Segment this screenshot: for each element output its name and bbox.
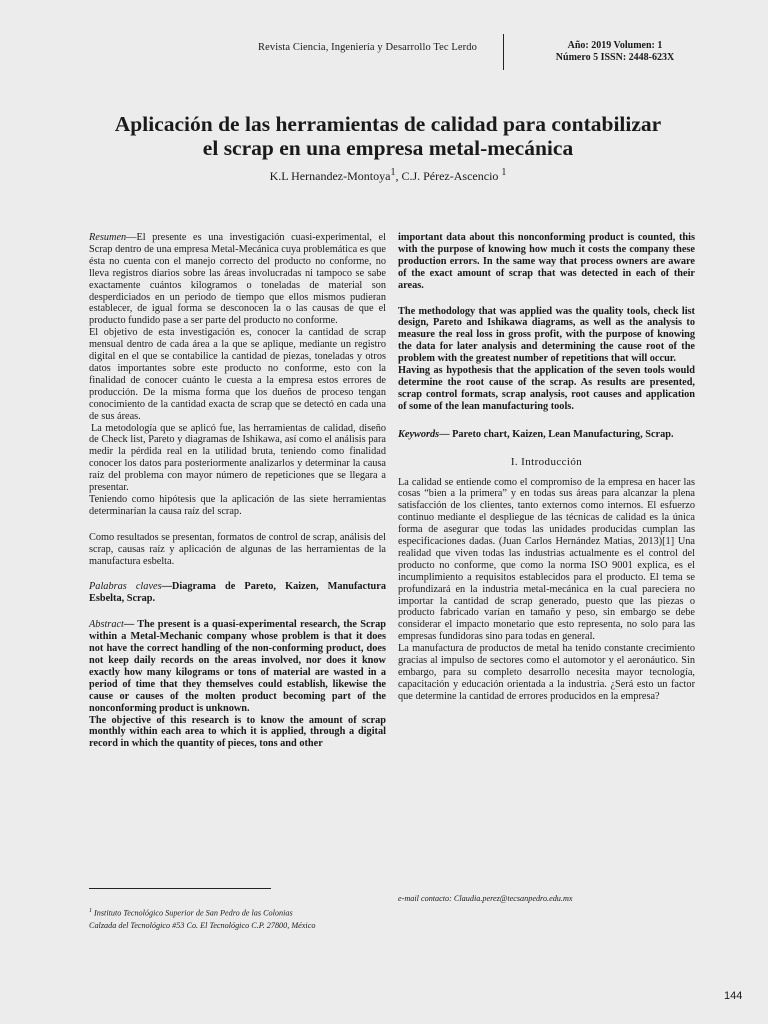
abstract-objective-continued: important data about this nonconforming product is counted, this with the purpose of knowing how much it costs the company these production errors. In the same way that process owners are aware of the exact amount of scrap that was detected in each of their areas.	[398, 232, 695, 291]
journal-name: Revista Ciencia, Ingeniería y Desarrollo Tec Lerdo	[258, 42, 477, 53]
abstract-hypothesis: Having as hypothesis that the application of the seven tools would determine the root cause of the scrap. As results are presented, scrap control formats, scrap analysis, root causes and application of some of the lean manufacturing tools.	[398, 365, 695, 412]
author-1-affiliation: 1	[390, 167, 396, 178]
resumen-objective: El objetivo de esta investigación es, conocer la cantidad de scrap mensual dentro de cada área a la que se aplique, mediante un registro digital en el que se contabilice la cantidad de piezas, toneladas y otros datos importantes sobre este producto no conforme, esto con la finalidad de conocer cuánto le cuesta a la empresa estos errores de producción. De la misma forma que los dueños de proceso tengan conocimiento de la cantidad exacta de scrap que se detectó en cada una de sus áreas.	[89, 327, 386, 422]
resumen-label: Resumen	[89, 232, 127, 243]
page-number: 144	[724, 990, 743, 1002]
footnote-divider	[89, 888, 271, 889]
keywords	[398, 429, 695, 441]
abstract-text: — The present is a quasi-experimental research, the Scrap within a Metal-Mechanic company whose problem is that it does not have the correct handling of the non-conforming product, does not keep daily records on the areas involved, nor does it know exactly how many kilograms or tons of material are wasted in a period of time that they themselves could establish, likewise the cause or causes of the molten product becoming part of the nonconforming product is unknown.	[89, 619, 386, 714]
author-list	[60, 166, 716, 183]
intro-paragraph-2: La manufactura de productos de metal ha tenido constante crecimiento gracias al impulso de sectores como el automotor y el aeronáutico. Sin embargo, para su completo desarrollo necesita mayor tecnología, capacitación y educación orientada a la industria. ¿Será esto un factor que determine la cantidad de errores producidos en la empresa?	[398, 643, 695, 702]
palabras-label: Palabras claves	[89, 581, 162, 593]
keywords-text: — Pareto chart, Kaizen, Lean Manufacturing, Scrap.	[439, 428, 674, 440]
keywords-label: Keywords	[398, 428, 440, 440]
abstract-label: Abstract	[89, 619, 124, 631]
palabras-claves	[89, 581, 386, 605]
author-1: K.L Hernandez-Montoya	[269, 169, 391, 183]
affiliation-footnote	[89, 905, 389, 932]
paper-title-line1: Aplicación de las herramientas de calidad para contabilizar	[114, 112, 662, 136]
author-2-affiliation: 1	[501, 167, 507, 178]
resumen-text: —El presente es una investigación cuasi-experimental, el Scrap dentro de una empresa Metal-Mecánica cuya problemática es que ésta no cuenta con el manejo correcto del producto no conforme, no lleva registros diarios sobre las áreas involucradas ni tampoco se sabe exactamente cuántos kilogramos o toneladas de material son desperdiciados en un periodo de tiempo que ellos mismos pudieran establecer, de igual forma se desconocen la o las causas de que el producto fundido pase a ser parte del producto no conforme.	[89, 232, 386, 327]
right-column	[398, 232, 695, 703]
abstract-paragraph	[89, 619, 386, 714]
section-heading-introduccion: I. Introducción	[510, 455, 583, 468]
author-2: C.J. Pérez-Ascencio	[401, 169, 502, 183]
intro-paragraph-1: La calidad se entiende como el compromiso de la empresa en hacer las cosas “bien a la primera” y en todas sus áreas para alcanzar la plena satisfacción de los clientes, tanto externos como internos. El esfuerzo continuo mediante el despliegue de las técnicas de calidad es la única forma de asegurar que todas las unidades producidas cumplan las especificaciones dadas. (Juan Carlos Hernández Matias, 2013)[1] Una realidad que viven todas las industrias actualmente es el control del producto no conforme, que como la norma ISO 9001 explica, es el incumplimiento a requisitos establecidos para el producto. El tema se profundizará en la industria metal-mecánica en la cual pareciera no importar la cantidad de scrap generado, puesto que las piezas o producto fabricado varían en tamaño y peso, sin embargo se debe considerar el impacto monetario que esto representa, no solo para las empresas fundidoras sino para todas en general.	[398, 476, 695, 643]
paper-title-line2: el scrap en una empresa metal-mecánica	[202, 136, 574, 160]
abstract-objective: The objective of this research is to know the amount of scrap monthly within each area to which it is applied, through a digital record in which the quantity of pieces, tons and other	[89, 714, 386, 750]
resumen-results: Como resultados se presentan, formatos de control de scrap, análisis del scrap, causas raíz y aplicación de algunas de las herramientas de la manufactura esbelta.	[89, 531, 386, 567]
journal-meta	[515, 40, 715, 64]
header-divider	[503, 34, 504, 70]
resumen-paragraph	[89, 232, 386, 327]
palabras-text: —Diagrama de Pareto, Kaizen, Manufactura Esbelta, Scrap.	[89, 581, 386, 605]
footnote-address: Calzada del Tecnológico #53 Co. El Tecnológico C.P. 27800, México	[89, 920, 316, 930]
footnote-marker: 1	[89, 908, 92, 914]
journal-issn: Número 5 ISSN: 2448-623X	[555, 52, 675, 63]
abstract-methodology: The methodology that was applied was the quality tools, check list design, Pareto and Ishikawa diagrams, as well as the analysis to measure the real loss in gross profit, with the purpose of knowing the data for later analysis and determining the cause root of the problem with the greatest number of repetitions that will occur.	[398, 305, 695, 365]
author-separator: ,	[395, 169, 402, 183]
resumen-hypothesis: Teniendo como hipótesis que la aplicación de las siete herramientas determinarían la causa raíz del scrap.	[89, 493, 386, 517]
left-column	[89, 232, 386, 750]
paper-title	[60, 112, 716, 160]
journal-volume: Año: 2019 Volumen: 1	[567, 40, 663, 51]
footnote-line1	[89, 905, 389, 920]
resumen-methodology: La metodología que se aplicó fue, las herramientas de calidad, diseño de Check list, Pareto y diagramas de Ishikawa, así como el análisis para medir la pérdida real en la utilidad bruta, teniendo como finalidad conocer los datos para posteriormente analizarlos y determinar la causa raíz del problema con mayor número de repeticiones que se llegara a presentar.	[89, 422, 386, 494]
contact-email: e-mail contacto: Claudia.perez@tecsanpedro.edu.mx	[398, 894, 573, 903]
footnote-institution: Instituto Tecnológico Superior de San Pedro de las Colonias	[94, 908, 293, 918]
